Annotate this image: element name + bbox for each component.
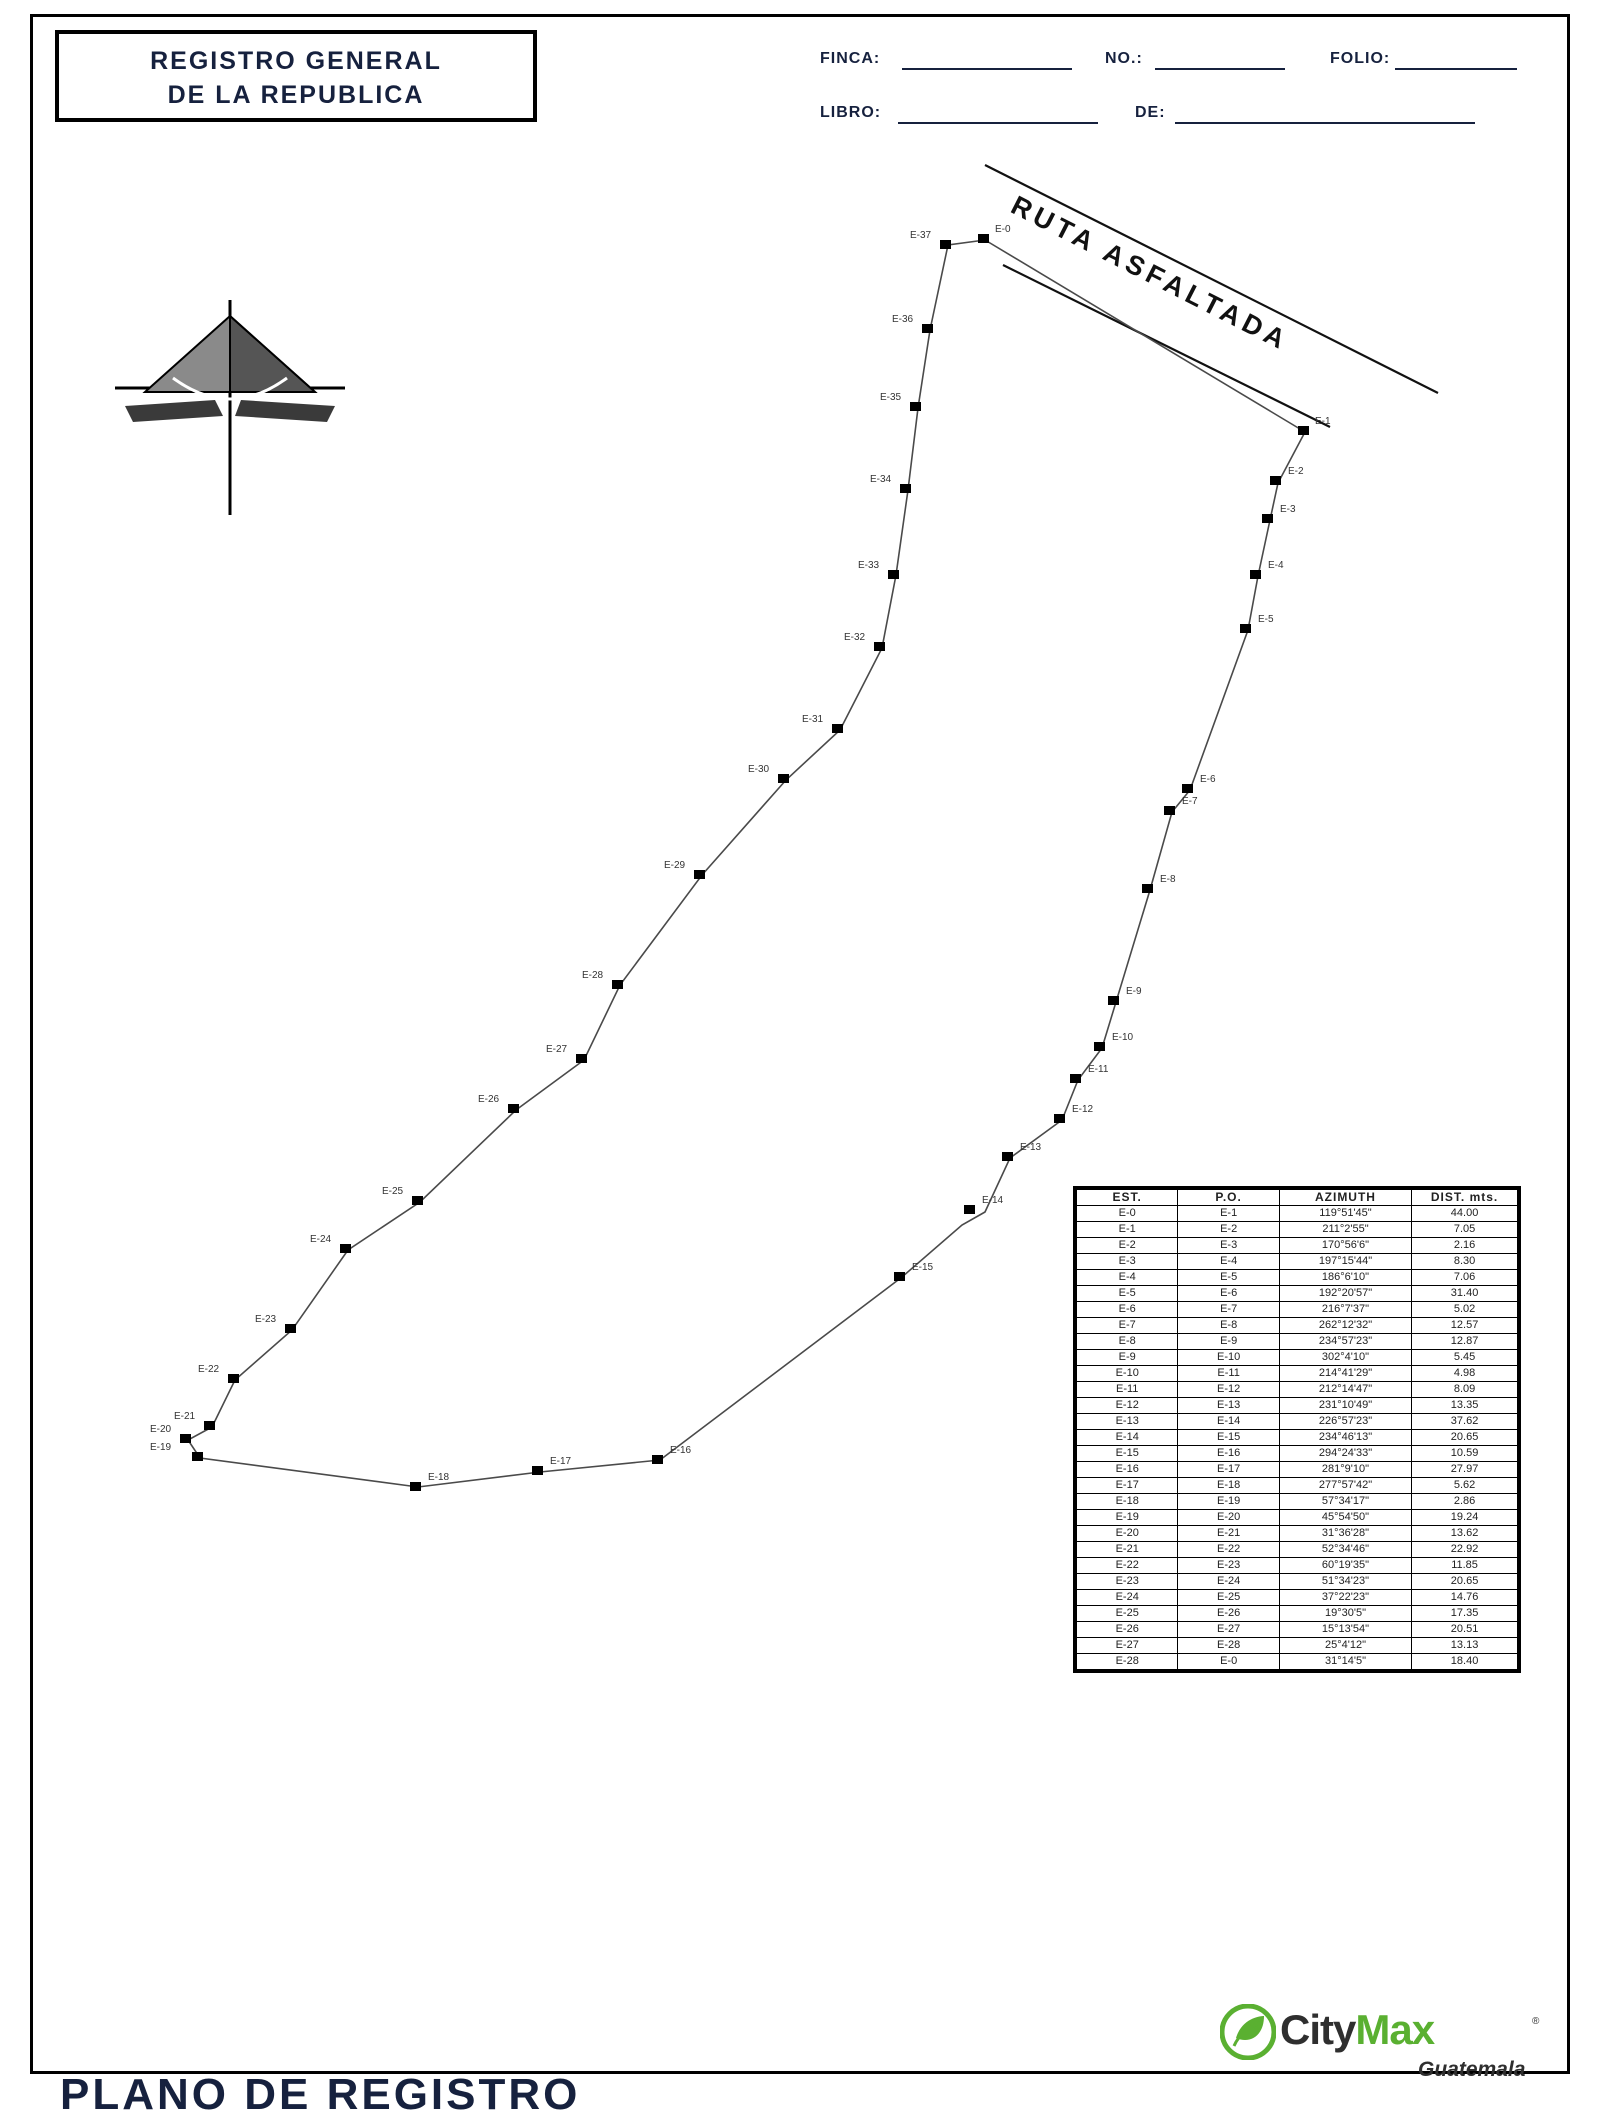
table-row — [1077, 1286, 1518, 1302]
cell-po-text: E-22 — [1217, 1543, 1241, 1555]
logo-name-part2: Max — [1355, 2006, 1435, 2053]
station-label: E-35 — [880, 392, 902, 403]
cell-dist: 14.76 — [1412, 1590, 1518, 1606]
cell-est — [1077, 1574, 1178, 1590]
cell-est — [1077, 1238, 1178, 1254]
cell-po — [1178, 1270, 1279, 1286]
cell-est-text: E-12 — [1115, 1399, 1139, 1411]
cell-po-text: E-24 — [1217, 1575, 1241, 1587]
cell-dist: 13.62 — [1412, 1526, 1518, 1542]
station-label: E-4 — [1268, 560, 1284, 571]
cell-dist: 37.62 — [1412, 1414, 1518, 1430]
station-label: E-22 — [198, 1364, 220, 1375]
cell-dist: 13.13 — [1412, 1638, 1518, 1654]
cell-azimuth: 19°30'5" — [1279, 1606, 1411, 1622]
cell-dist: 5.45 — [1412, 1350, 1518, 1366]
cell-po-text: E-18 — [1217, 1479, 1241, 1491]
folio-label: FOLIO: — [1330, 50, 1391, 67]
cell-azimuth: 234°57'23" — [1279, 1334, 1411, 1350]
cell-dist: 5.02 — [1412, 1302, 1518, 1318]
cell-po — [1178, 1654, 1279, 1670]
cell-est-text: E-7 — [1118, 1319, 1136, 1331]
registry-title-line-1: REGISTRO GENERAL — [150, 47, 442, 75]
cell-po — [1178, 1542, 1279, 1558]
cell-dist: 22.92 — [1412, 1542, 1518, 1558]
cell-est — [1077, 1430, 1178, 1446]
station-label: E-27 — [546, 1044, 568, 1055]
station-label: E-6 — [1200, 774, 1216, 785]
registered-mark: ® — [1532, 2016, 1540, 2027]
cell-po-text: E-10 — [1217, 1351, 1241, 1363]
table-row — [1077, 1350, 1518, 1366]
cell-est-text: E-15 — [1115, 1447, 1139, 1459]
cell-est-text: E-13 — [1115, 1415, 1139, 1427]
table-row — [1077, 1590, 1518, 1606]
cell-est-text: E-5 — [1118, 1287, 1136, 1299]
cell-azimuth: 212°14'47" — [1279, 1382, 1411, 1398]
table-row — [1077, 1318, 1518, 1334]
libro-label: LIBRO: — [820, 104, 882, 121]
cell-azimuth: 37°22'23" — [1279, 1590, 1411, 1606]
cell-est — [1077, 1366, 1178, 1382]
station-label: E-23 — [255, 1314, 277, 1325]
cell-est-text: E-10 — [1115, 1367, 1139, 1379]
cell-azimuth: 31°14'5" — [1279, 1654, 1411, 1670]
cell-po-text: E-19 — [1217, 1495, 1241, 1507]
road-label: RUTA ASFALTADA — [1006, 190, 1295, 357]
cell-po-text: E-6 — [1220, 1287, 1238, 1299]
cell-po-text: E-7 — [1220, 1303, 1238, 1315]
cell-po — [1178, 1254, 1279, 1270]
cell-po — [1178, 1558, 1279, 1574]
cell-po-text: E-8 — [1220, 1319, 1238, 1331]
cell-po — [1178, 1318, 1279, 1334]
table-row — [1077, 1430, 1518, 1446]
cell-est-text: E-24 — [1115, 1591, 1139, 1603]
cell-est-text: E-6 — [1118, 1303, 1136, 1315]
cell-est — [1077, 1206, 1178, 1222]
cell-azimuth: 15°13'54" — [1279, 1622, 1411, 1638]
cell-azimuth: 31°36'28" — [1279, 1526, 1411, 1542]
cell-po-text: E-13 — [1217, 1399, 1241, 1411]
station-label: E-36 — [892, 314, 914, 325]
cell-po-text: E-5 — [1220, 1271, 1238, 1283]
cell-est-text: E-26 — [1115, 1623, 1139, 1635]
cell-dist: 8.30 — [1412, 1254, 1518, 1270]
station-label: E-5 — [1258, 614, 1274, 625]
cell-po — [1178, 1334, 1279, 1350]
station-label: E-11 — [1088, 1064, 1109, 1075]
station-label: E-1 — [1315, 416, 1331, 427]
cell-po — [1178, 1590, 1279, 1606]
table-row — [1077, 1574, 1518, 1590]
cell-azimuth: 226°57'23" — [1279, 1414, 1411, 1430]
page-footer-title: PLANO DE REGISTRO — [60, 2070, 581, 2110]
station-label: E-28 — [582, 970, 604, 981]
cell-azimuth: 234°46'13" — [1279, 1430, 1411, 1446]
cell-dist: 12.87 — [1412, 1334, 1518, 1350]
cell-azimuth: 281°9'10" — [1279, 1462, 1411, 1478]
cell-po — [1178, 1398, 1279, 1414]
cell-dist: 20.65 — [1412, 1574, 1518, 1590]
cell-po — [1178, 1478, 1279, 1494]
table-row — [1077, 1542, 1518, 1558]
cell-po-text: E-2 — [1220, 1223, 1238, 1235]
cell-est-text: E-11 — [1116, 1383, 1139, 1395]
cell-po-text: E-21 — [1217, 1527, 1241, 1539]
cell-po-text: E-12 — [1217, 1383, 1241, 1395]
cell-est — [1077, 1622, 1178, 1638]
table-row — [1077, 1222, 1518, 1238]
cell-po-text: E-23 — [1217, 1559, 1241, 1571]
cell-azimuth: 216°7'37" — [1279, 1302, 1411, 1318]
cell-dist: 7.05 — [1412, 1222, 1518, 1238]
cell-po-text: E-27 — [1217, 1623, 1241, 1635]
cell-azimuth: 186°6'10" — [1279, 1270, 1411, 1286]
cell-dist: 11.85 — [1412, 1558, 1518, 1574]
cell-est-text: E-19 — [1115, 1511, 1139, 1523]
col-est: EST. — [1077, 1190, 1178, 1206]
finca-label: FINCA: — [820, 50, 881, 67]
cell-dist: 18.40 — [1412, 1654, 1518, 1670]
station-label: E-33 — [858, 560, 880, 571]
station-label: E-19 — [150, 1442, 172, 1453]
cell-po — [1178, 1462, 1279, 1478]
cell-po — [1178, 1302, 1279, 1318]
cell-dist: 2.16 — [1412, 1238, 1518, 1254]
station-label: E-20 — [150, 1424, 172, 1435]
station-label: E-13 — [1020, 1142, 1042, 1153]
table-row — [1077, 1334, 1518, 1350]
survey-table — [1076, 1189, 1518, 1670]
table-row — [1077, 1558, 1518, 1574]
table-row — [1077, 1462, 1518, 1478]
cell-dist: 5.62 — [1412, 1478, 1518, 1494]
cell-azimuth: 57°34'17" — [1279, 1494, 1411, 1510]
cell-po — [1178, 1206, 1279, 1222]
station-label: E-29 — [664, 860, 686, 871]
cell-po — [1178, 1622, 1279, 1638]
cell-azimuth: 197°15'44" — [1279, 1254, 1411, 1270]
cell-dist: 12.57 — [1412, 1318, 1518, 1334]
cell-po — [1178, 1366, 1279, 1382]
cell-po-text: E-4 — [1220, 1255, 1238, 1267]
table-body — [1077, 1206, 1518, 1670]
cell-azimuth: 211°2'55" — [1279, 1222, 1411, 1238]
cell-po-text: E-0 — [1220, 1655, 1238, 1667]
cell-po-text: E-14 — [1217, 1415, 1241, 1427]
col-dist: DIST. mts. — [1412, 1190, 1518, 1206]
station-label: E-16 — [670, 1445, 692, 1456]
col-po: P.O. — [1178, 1190, 1279, 1206]
station-label: E-3 — [1280, 504, 1296, 515]
cell-est — [1077, 1462, 1178, 1478]
cell-dist: 19.24 — [1412, 1510, 1518, 1526]
cell-po — [1178, 1350, 1279, 1366]
station-label: E-7 — [1182, 796, 1198, 807]
registry-title-line-2: DE LA REPUBLICA — [167, 81, 425, 109]
cell-dist: 20.65 — [1412, 1430, 1518, 1446]
cell-est — [1077, 1638, 1178, 1654]
cell-po-text: E-16 — [1217, 1447, 1241, 1459]
cell-est — [1077, 1590, 1178, 1606]
cell-est — [1077, 1414, 1178, 1430]
cell-est — [1077, 1542, 1178, 1558]
cell-est — [1077, 1558, 1178, 1574]
cell-po — [1178, 1510, 1279, 1526]
station-label: E-25 — [382, 1186, 404, 1197]
cell-est — [1077, 1478, 1178, 1494]
cell-est — [1077, 1654, 1178, 1670]
cell-est — [1077, 1254, 1178, 1270]
cell-po — [1178, 1414, 1279, 1430]
station-label: E-34 — [870, 474, 892, 485]
cell-azimuth: 192°20'57" — [1279, 1286, 1411, 1302]
logo-name-part1: City — [1280, 2006, 1356, 2053]
cell-azimuth: 262°12'32" — [1279, 1318, 1411, 1334]
station-label: E-18 — [428, 1472, 450, 1483]
cell-est — [1077, 1318, 1178, 1334]
cell-est — [1077, 1270, 1178, 1286]
station-label: E-37 — [910, 230, 932, 241]
station-label: E-0 — [995, 224, 1011, 235]
citymax-wordmark — [1280, 2006, 1434, 2054]
table-row — [1077, 1238, 1518, 1254]
cell-est-text: E-8 — [1118, 1335, 1136, 1347]
cell-azimuth: 45°54'50" — [1279, 1510, 1411, 1526]
cell-est-text: E-17 — [1115, 1479, 1139, 1491]
cell-dist: 20.51 — [1412, 1622, 1518, 1638]
table-row — [1077, 1206, 1518, 1222]
cell-est-text: E-27 — [1115, 1639, 1139, 1651]
cell-est-text: E-2 — [1118, 1239, 1136, 1251]
de-label: DE: — [1135, 104, 1166, 121]
cell-azimuth: 231°10'49" — [1279, 1398, 1411, 1414]
station-label: E-10 — [1112, 1032, 1134, 1043]
cell-po — [1178, 1574, 1279, 1590]
cell-est-text: E-1 — [1118, 1223, 1136, 1235]
cell-azimuth: 60°19'35" — [1279, 1558, 1411, 1574]
table-row — [1077, 1526, 1518, 1542]
cell-est-text: E-3 — [1118, 1255, 1136, 1267]
cell-po-text: E-26 — [1217, 1607, 1241, 1619]
cell-po-text: E-15 — [1217, 1431, 1241, 1443]
cell-dist: 44.00 — [1412, 1206, 1518, 1222]
cell-po-text: E-11 — [1217, 1367, 1240, 1379]
table-row — [1077, 1622, 1518, 1638]
cell-azimuth: 52°34'46" — [1279, 1542, 1411, 1558]
cell-est — [1077, 1510, 1178, 1526]
cell-est — [1077, 1446, 1178, 1462]
cell-po — [1178, 1286, 1279, 1302]
cell-po-text: E-20 — [1217, 1511, 1241, 1523]
cell-azimuth: 214°41'29" — [1279, 1366, 1411, 1382]
cell-est — [1077, 1350, 1178, 1366]
cell-po — [1178, 1222, 1279, 1238]
cell-est-text: E-28 — [1115, 1655, 1139, 1667]
cell-est-text: E-14 — [1115, 1431, 1139, 1443]
table-row — [1077, 1446, 1518, 1462]
cell-azimuth: 170°56'6" — [1279, 1238, 1411, 1254]
station-label: E-9 — [1126, 986, 1142, 997]
cell-po — [1178, 1238, 1279, 1254]
cell-po-text: E-25 — [1217, 1591, 1241, 1603]
cell-est-text: E-4 — [1118, 1271, 1136, 1283]
cell-est-text: E-18 — [1115, 1495, 1139, 1507]
table-row — [1077, 1606, 1518, 1622]
cell-est-text: E-23 — [1115, 1575, 1139, 1587]
table-row — [1077, 1270, 1518, 1286]
station-label: E-21 — [174, 1411, 196, 1422]
station-label: E-17 — [550, 1456, 572, 1467]
col-azimuth: AZIMUTH — [1279, 1190, 1411, 1206]
table-header-row — [1077, 1190, 1518, 1206]
cell-po — [1178, 1526, 1279, 1542]
cell-est-text: E-25 — [1115, 1607, 1139, 1619]
station-label: E-14 — [982, 1195, 1004, 1206]
cell-po — [1178, 1494, 1279, 1510]
cell-est — [1077, 1398, 1178, 1414]
station-label: E-31 — [802, 714, 824, 725]
cell-dist: 17.35 — [1412, 1606, 1518, 1622]
table-row — [1077, 1494, 1518, 1510]
cell-po — [1178, 1638, 1279, 1654]
cell-azimuth: 294°24'33" — [1279, 1446, 1411, 1462]
cell-est — [1077, 1222, 1178, 1238]
table-row — [1077, 1366, 1518, 1382]
citymax-logo — [1220, 2002, 1550, 2088]
cell-est — [1077, 1526, 1178, 1542]
cell-po — [1178, 1446, 1279, 1462]
no-label: NO.: — [1105, 50, 1143, 67]
table-row — [1077, 1302, 1518, 1318]
station-label: E-2 — [1288, 466, 1304, 477]
cell-po-text: E-9 — [1220, 1335, 1238, 1347]
cell-dist: 2.86 — [1412, 1494, 1518, 1510]
station-label: E-30 — [748, 764, 770, 775]
cell-po-text: E-28 — [1217, 1639, 1241, 1651]
cell-po-text: E-3 — [1220, 1239, 1238, 1251]
logo-subtitle: Guatemala — [1418, 2058, 1526, 2081]
cell-est-text: E-20 — [1115, 1527, 1139, 1539]
cell-est-text: E-22 — [1115, 1559, 1139, 1571]
cell-est-text: E-21 — [1115, 1543, 1139, 1555]
cell-po-text: E-17 — [1217, 1463, 1241, 1475]
cell-dist: 8.09 — [1412, 1382, 1518, 1398]
station-label: E-15 — [912, 1262, 934, 1273]
cell-po — [1178, 1382, 1279, 1398]
table-row — [1077, 1254, 1518, 1270]
azimuth-distance-table — [1073, 1186, 1521, 1673]
cell-dist: 27.97 — [1412, 1462, 1518, 1478]
cell-azimuth: 25°4'12" — [1279, 1638, 1411, 1654]
table-row — [1077, 1414, 1518, 1430]
cell-po — [1178, 1606, 1279, 1622]
table-row — [1077, 1382, 1518, 1398]
cell-dist: 4.98 — [1412, 1366, 1518, 1382]
cell-dist: 10.59 — [1412, 1446, 1518, 1462]
cell-azimuth: 51°34'23" — [1279, 1574, 1411, 1590]
cell-azimuth: 302°4'10" — [1279, 1350, 1411, 1366]
cell-dist: 7.06 — [1412, 1270, 1518, 1286]
table-row — [1077, 1654, 1518, 1670]
cell-est-text: E-16 — [1115, 1463, 1139, 1475]
cell-dist: 13.35 — [1412, 1398, 1518, 1414]
cell-est — [1077, 1382, 1178, 1398]
table-row — [1077, 1510, 1518, 1526]
cell-est — [1077, 1606, 1178, 1622]
citymax-leaf-icon — [1220, 2004, 1276, 2060]
cell-est-text: E-9 — [1118, 1351, 1136, 1363]
cell-po-text: E-1 — [1220, 1207, 1238, 1219]
table-row — [1077, 1398, 1518, 1414]
table-row — [1077, 1638, 1518, 1654]
station-label: E-26 — [478, 1094, 500, 1105]
cell-azimuth: 119°51'45" — [1279, 1206, 1411, 1222]
cell-po — [1178, 1430, 1279, 1446]
cell-est — [1077, 1302, 1178, 1318]
station-label: E-8 — [1160, 874, 1176, 885]
cell-est — [1077, 1494, 1178, 1510]
cell-est — [1077, 1286, 1178, 1302]
station-label: E-24 — [310, 1234, 332, 1245]
station-label: E-32 — [844, 632, 866, 643]
station-label: E-12 — [1072, 1104, 1094, 1115]
cell-dist: 31.40 — [1412, 1286, 1518, 1302]
cell-azimuth: 277°57'42" — [1279, 1478, 1411, 1494]
cell-est — [1077, 1334, 1178, 1350]
cell-est-text: E-0 — [1118, 1207, 1136, 1219]
table-row — [1077, 1478, 1518, 1494]
